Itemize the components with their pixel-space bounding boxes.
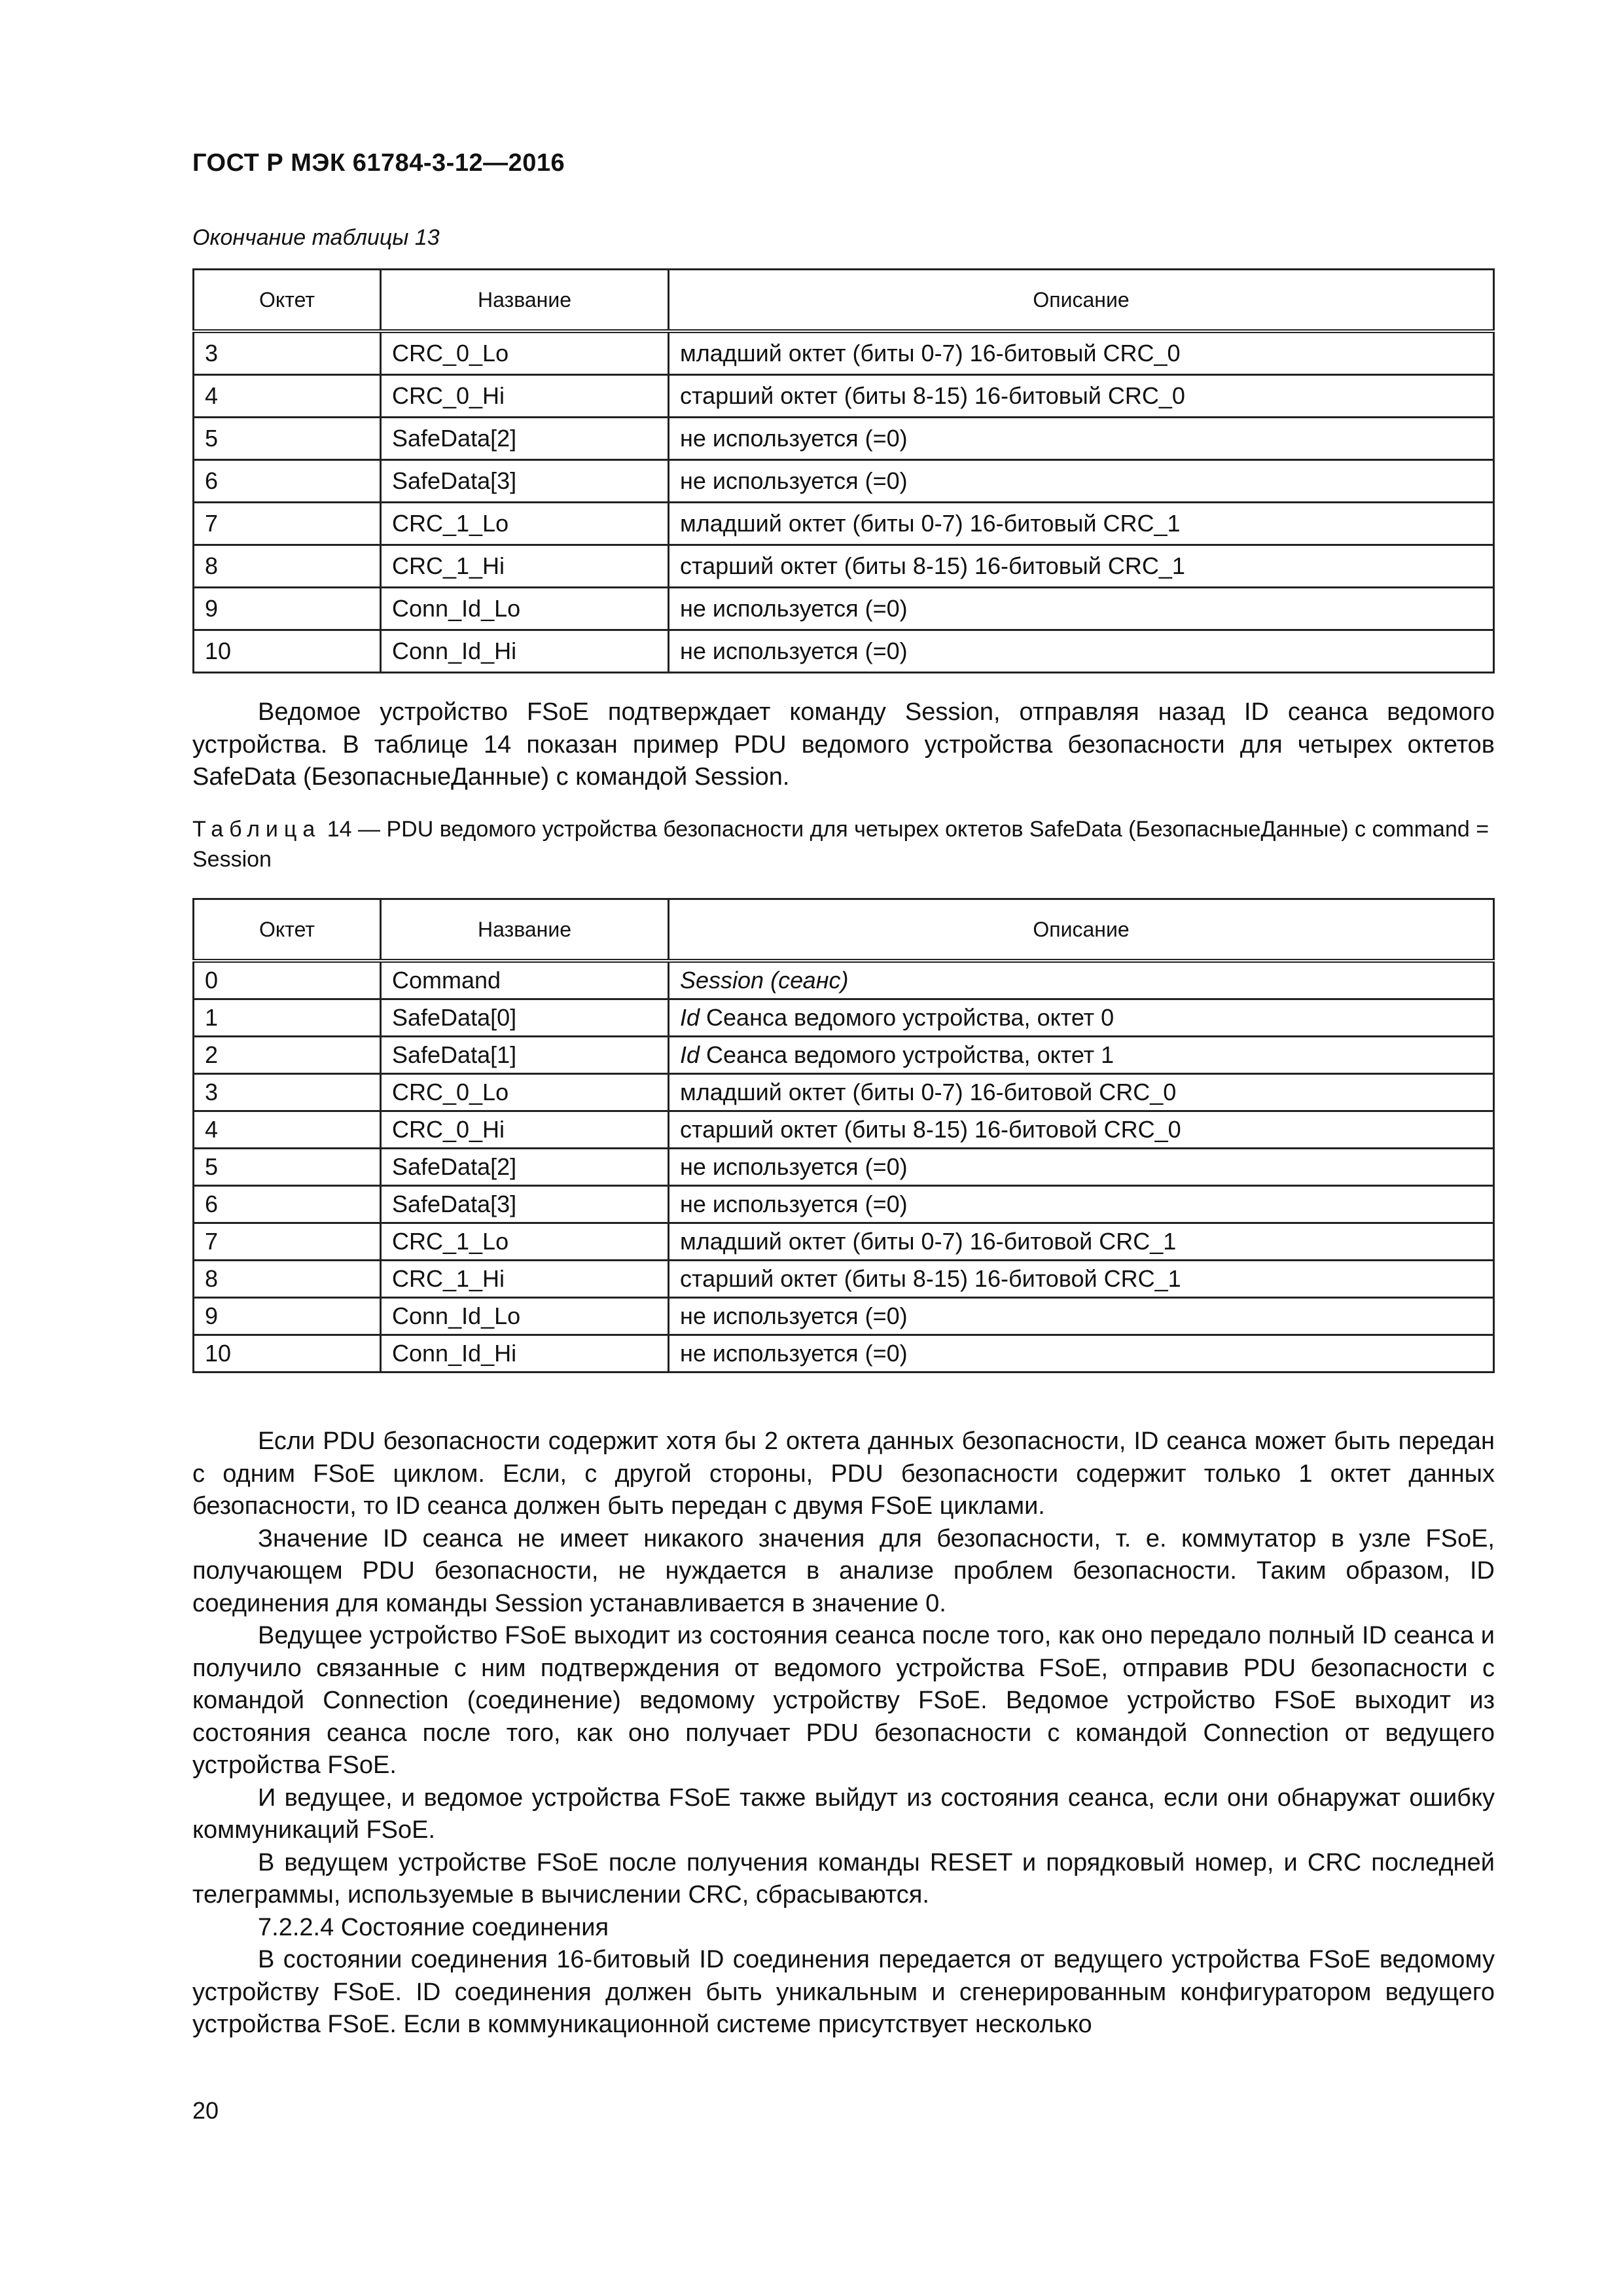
cell-name: CRC_1_Hi xyxy=(381,545,669,588)
cell-name: CRC_0_Lo xyxy=(381,331,669,375)
cell-octet: 8 xyxy=(194,545,381,588)
table-row xyxy=(194,1186,1494,1223)
table14-caption-text: 14 — PDU ведомого устройства безопасности для четырех октетов SafeData (БезопасныеДанные) с command = Session xyxy=(192,817,1489,872)
cell-octet: 1 xyxy=(194,999,381,1037)
document-header: ГОСТ Р МЭК 61784-3-12—2016 xyxy=(192,149,565,177)
table14-caption-prefix: Таблица xyxy=(192,817,321,842)
table-row xyxy=(194,1149,1494,1186)
table-row xyxy=(194,961,1494,999)
cell-description: не используется (=0) xyxy=(669,1298,1494,1335)
cell-description: не используется (=0) xyxy=(669,418,1494,460)
cell-octet: 9 xyxy=(194,588,381,630)
table-row xyxy=(194,1074,1494,1111)
cell-octet: 5 xyxy=(194,1149,381,1186)
cell-description: младший октет (биты 0-7) 16-битовой CRC_0 xyxy=(669,1074,1494,1111)
cell-description: не используется (=0) xyxy=(669,588,1494,630)
description-italic: Session (сеанс) xyxy=(680,967,849,994)
cell-name: Conn_Id_Hi xyxy=(381,630,669,673)
cell-octet: 7 xyxy=(194,503,381,545)
column-header-name: Название xyxy=(381,270,669,332)
table-row xyxy=(194,460,1494,503)
cell-description: младший октет (биты 0-7) 16-битовый CRC_0 xyxy=(669,331,1494,375)
paragraph: Если PDU безопасности содержит хотя бы 2 октета данных безопасности, ID сеанса может быть передан с одним FSoE циклом. Если, с другой стороны, PDU безопасности содержит только 1 октет данных безопасности, то ID сеанса должен быть передан с двумя FSoE циклами. xyxy=(192,1427,1495,1520)
table-header-row xyxy=(194,899,1494,961)
table-row xyxy=(194,545,1494,588)
table-row xyxy=(194,375,1494,418)
cell-name: CRC_0_Hi xyxy=(381,375,669,418)
cell-name: CRC_0_Lo xyxy=(381,1074,669,1111)
cell-description: не используется (=0) xyxy=(669,1186,1494,1223)
cell-name: CRC_1_Lo xyxy=(381,503,669,545)
cell-name: SafeData[0] xyxy=(381,999,669,1037)
cell-octet: 3 xyxy=(194,331,381,375)
paragraph: Ведомое устройство FSoE подтверждает команду Session, отправляя назад ID сеанса ведомого устройства. В таблице 14 показан пример PDU ведомого устройства безопасности для четырех октетов SafeData (БезопасныеДанные) с командой Session. xyxy=(192,698,1495,791)
table-row xyxy=(194,1037,1494,1074)
cell-description: старший октет (биты 8-15) 16-битовый CRC_0 xyxy=(669,375,1494,418)
table-row xyxy=(194,1261,1494,1298)
cell-octet: 4 xyxy=(194,375,381,418)
cell-octet: 7 xyxy=(194,1223,381,1261)
table-14 xyxy=(192,898,1495,1373)
table-row xyxy=(194,630,1494,673)
cell-description: не используется (=0) xyxy=(669,1149,1494,1186)
description-text: Сеанса ведомого устройства, октет 0 xyxy=(700,1004,1115,1031)
table-row xyxy=(194,1111,1494,1149)
table-13-continuation xyxy=(192,268,1495,673)
table-row xyxy=(194,1223,1494,1261)
cell-octet: 9 xyxy=(194,1298,381,1335)
description-text: Сеанса ведомого устройства, октет 1 xyxy=(700,1041,1115,1068)
column-header-octet: Октет xyxy=(194,899,381,961)
cell-octet: 2 xyxy=(194,1037,381,1074)
column-header-octet: Октет xyxy=(194,270,381,332)
cell-name: Conn_Id_Lo xyxy=(381,588,669,630)
description-italic: Id xyxy=(680,1041,700,1068)
cell-description: не используется (=0) xyxy=(669,1335,1494,1372)
paragraph: Значение ID сеанса не имеет никакого значения для безопасности, т. е. коммутатор в узле FSoE, получающем PDU безопасности, не нуждается в анализе проблем безопасности. Таким образом, ID соединения для команды Session устанавливается в значение 0. xyxy=(192,1524,1495,1617)
cell-name: CRC_1_Lo xyxy=(381,1223,669,1261)
cell-octet: 3 xyxy=(194,1074,381,1111)
cell-description xyxy=(669,999,1494,1037)
cell-octet: 4 xyxy=(194,1111,381,1149)
cell-description: не используется (=0) xyxy=(669,630,1494,673)
paragraph: Ведущее устройство FSoE выходит из состояния сеанса после того, как оно передало полный ID сеанса и получило связанные с ним подтверждения от ведомого устройства FSoE, отправив PDU безопасности с командой Connection (соединение) ведомому устройству FSoE. Ведомое устройство FSoE выходит из состояния сеанса после того, как оно получает PDU безопасности с командой Connection от ведущего устройства FSoE. xyxy=(192,1622,1495,1779)
table13-continuation-caption: Окончание таблицы 13 xyxy=(192,225,440,250)
cell-name: SafeData[3] xyxy=(381,1186,669,1223)
cell-name: Conn_Id_Hi xyxy=(381,1335,669,1372)
paragraph: И ведущее, и ведомое устройства FSoE также выйдут из состояния сеанса, если они обнаружат ошибку коммуникаций FSoE. xyxy=(192,1784,1495,1844)
table-row xyxy=(194,418,1494,460)
table-row xyxy=(194,588,1494,630)
cell-octet: 10 xyxy=(194,630,381,673)
cell-name: SafeData[3] xyxy=(381,460,669,503)
cell-name: CRC_0_Hi xyxy=(381,1111,669,1149)
table-row xyxy=(194,1335,1494,1372)
cell-name: Conn_Id_Lo xyxy=(381,1298,669,1335)
cell-name: SafeData[1] xyxy=(381,1037,669,1074)
cell-description: не используется (=0) xyxy=(669,460,1494,503)
table-row xyxy=(194,503,1494,545)
body-text-after-table14 xyxy=(192,1426,1495,2041)
paragraph: В ведущем устройстве FSoE после получения команды RESET и порядковый номер, и CRC последней телеграммы, используемые в вычислении CRC, сбрасываются. xyxy=(192,1848,1495,1909)
cell-octet: 5 xyxy=(194,418,381,460)
cell-description: младший октет (биты 0-7) 16-битовой CRC_1 xyxy=(669,1223,1494,1261)
cell-description: старший октет (биты 8-15) 16-битовой CRC_0 xyxy=(669,1111,1494,1149)
cell-description: старший октет (биты 8-15) 16-битовой CRC_1 xyxy=(669,1261,1494,1298)
table-header-row xyxy=(194,270,1494,332)
cell-description xyxy=(669,961,1494,999)
cell-description: старший октет (биты 8-15) 16-битовый CRC_1 xyxy=(669,545,1494,588)
column-header-name: Название xyxy=(381,899,669,961)
cell-name: CRC_1_Hi xyxy=(381,1261,669,1298)
column-header-description: Описание xyxy=(669,899,1494,961)
table-row xyxy=(194,1298,1494,1335)
description-italic: Id xyxy=(680,1004,700,1031)
cell-name: SafeData[2] xyxy=(381,1149,669,1186)
cell-description xyxy=(669,1037,1494,1074)
cell-octet: 6 xyxy=(194,460,381,503)
cell-name: SafeData[2] xyxy=(381,418,669,460)
table-row xyxy=(194,999,1494,1037)
table-row xyxy=(194,331,1494,375)
cell-octet: 10 xyxy=(194,1335,381,1372)
table14-caption xyxy=(192,814,1495,874)
column-header-description: Описание xyxy=(669,270,1494,332)
page-number: 20 xyxy=(192,2097,219,2124)
cell-description: младший октет (биты 0-7) 16-битовый CRC_1 xyxy=(669,503,1494,545)
cell-name: Command xyxy=(381,961,669,999)
paragraph: В состоянии соединения 16-битовый ID соединения передается от ведущего устройства FSoE ведомому устройству FSoE. ID соединения должен быть уникальным и сгенерированным конфигуратором ведущего устройства FSoE. Если в коммуникационной системе присутствует несколько xyxy=(192,1946,1495,2038)
cell-octet: 0 xyxy=(194,961,381,999)
section-heading: 7.2.2.4 Состояние соединения xyxy=(258,1913,609,1941)
paragraph-before-table14 xyxy=(192,696,1495,794)
cell-octet: 8 xyxy=(194,1261,381,1298)
cell-octet: 6 xyxy=(194,1186,381,1223)
